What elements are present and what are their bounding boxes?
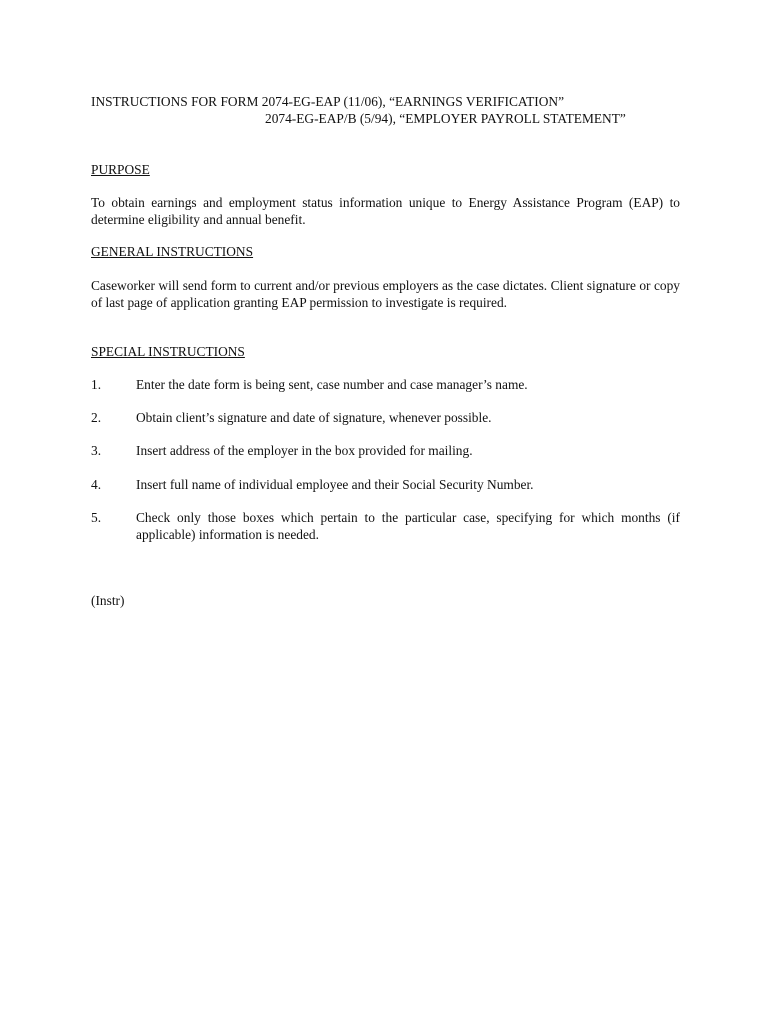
list-item-number: 3. xyxy=(91,443,102,458)
list-item-number: 4. xyxy=(91,477,102,492)
general-instructions-heading: GENERAL INSTRUCTIONS xyxy=(91,244,254,259)
list-item-text: Obtain client’s signature and date of signature, whenever possible. xyxy=(136,410,492,425)
special-instructions-heading: SPECIAL INSTRUCTIONS xyxy=(91,344,245,359)
document-title-line-1: INSTRUCTIONS FOR FORM 2074-EG-EAP (11/06), “EARNINGS VERIFICATION” xyxy=(91,94,565,109)
document-title-line-2: 2074-EG-EAP/B (5/94), “EMPLOYER PAYROLL STATEMENT” xyxy=(265,111,626,126)
list-item-number: 5. xyxy=(91,510,102,525)
form-reference-tag: (Instr) xyxy=(91,593,125,608)
list-item-text: Enter the date form is being sent, case number and case manager’s name. xyxy=(136,377,528,392)
list-item-number: 2. xyxy=(91,410,102,425)
list-item-text: Insert full name of individual employee and their Social Security Number. xyxy=(136,477,534,492)
list-item-number: 1. xyxy=(91,377,102,392)
list-item-text: Check only those boxes which pertain to the particular case, specifying for which months (if applicable) information is needed. xyxy=(136,510,680,542)
list-item-text: Insert address of the employer in the box provided for mailing. xyxy=(136,443,473,458)
general-instructions-text: Caseworker will send form to current and/or previous employers as the case dictates. Client signature or copy of last page of application granting EAP permission to investigate is required. xyxy=(91,278,680,310)
purpose-text: To obtain earnings and employment status information unique to Energy Assistance Program (EAP) to determine eligibility and annual benefit. xyxy=(91,195,680,227)
purpose-heading: PURPOSE xyxy=(91,162,150,177)
